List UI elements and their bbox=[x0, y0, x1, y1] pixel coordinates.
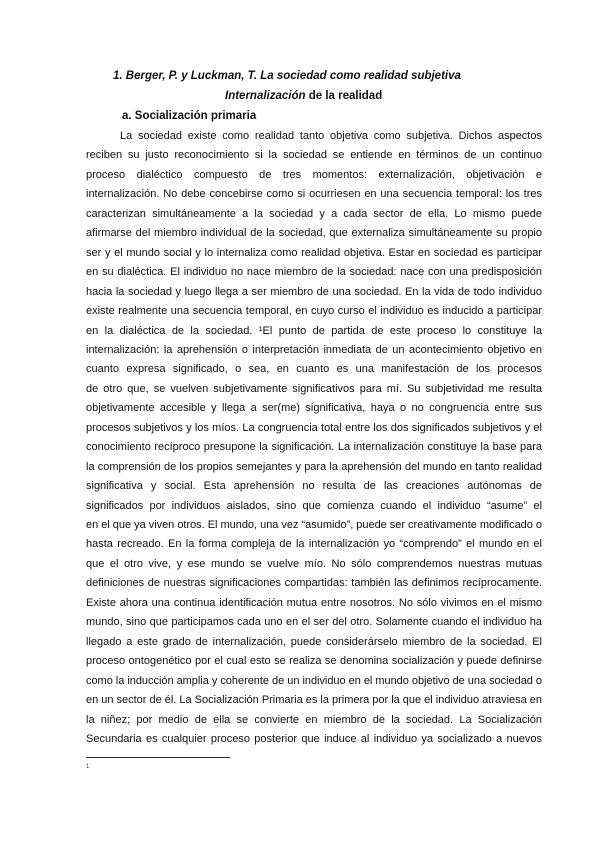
paragraph-line: proceso ontogenético por el cual esto se realiza se denomina socialización y puede definirse bbox=[86, 655, 542, 668]
paragraph-line: objetivamente accesible y llega a ser(me) significativa, haya o no congruencia entre sus bbox=[86, 402, 542, 415]
paragraph-line: ser y el mundo social y lo internaliza como realidad objetiva. Estar en sociedad es participar bbox=[86, 246, 542, 259]
subsection-title bbox=[225, 90, 382, 102]
paragraph-line: conocimiento recíproco presupone la significación. La internalización constituye la base para bbox=[86, 441, 542, 454]
paragraph-line: hasta recreado. En la forma compleja de la internalización yo “comprendo” el mundo en el bbox=[86, 538, 542, 551]
paragraph-line: caracterizan simultáneamente a la sociedad y a cada sector de ella. Lo mismo puede bbox=[86, 207, 542, 220]
paragraph-line: Existe ahora una continua identificación mutua entre nosotros. No sólo vivimos en el mismo bbox=[86, 596, 542, 609]
paragraph-line: hacia la sociedad y luego llega a ser miembro de una sociedad. En la vida de todo individuo bbox=[86, 285, 542, 298]
paragraph-line: la comprensión de los propios semejantes y para la aprehensión del mundo en tanto realidad bbox=[86, 460, 542, 473]
subsection-title-italic: Internalización bbox=[225, 90, 306, 102]
footnote-marker: 1 bbox=[86, 764, 90, 770]
paragraph-line: llegado a este grado de internalización, puede considerárselo miembro de la sociedad. El bbox=[86, 635, 542, 648]
paragraph-line: significativa y social. Esta aprehensión no resulta de las creaciones autónomas de bbox=[86, 480, 542, 493]
paragraph-line: la niñez; por medio de ella se convierte en miembro de la sociedad. La Socialización bbox=[86, 713, 542, 726]
subsubsection-title: a. Socialización primaria bbox=[122, 110, 257, 122]
paragraph-line: en su dialéctica. El individuo no nace miembro de la sociedad: nace con una predisposición bbox=[86, 266, 542, 279]
paragraph-line: significados por individuos aislados, sino que comienza cuando el individuo “asume” el bbox=[86, 499, 542, 512]
paragraph-line: reciben su justo reconocimiento si la sociedad se entiende en términos de un continuo bbox=[86, 149, 542, 162]
section-title bbox=[113, 70, 461, 82]
subsection-title-rest: de la realidad bbox=[305, 90, 383, 102]
paragraph-line: La sociedad existe como realidad tanto objetiva como subjetiva. Dichos aspectos bbox=[120, 130, 542, 142]
paragraph-line: internalización: la aprehensión o interpretación inmediata de un acontecimiento objetivo en bbox=[86, 343, 542, 356]
paragraph-line: afirmarse del miembro individual de la sociedad, que externaliza simultáneamente su propio bbox=[86, 227, 542, 240]
paragraph-line: proceso dialéctico compuesto de tres momentos: externalización, objetivación e bbox=[86, 168, 542, 181]
footnote-divider bbox=[86, 757, 230, 758]
paragraph-line: procesos subjetivos y los míos. La congruencia total entre los dos significados subjetivos y el bbox=[86, 421, 542, 434]
paragraph-line: en la dialéctica de la sociedad. ¹El punto de partida de este proceso lo constituye la bbox=[86, 324, 542, 337]
paragraph-line: Secundaria es cualquier proceso posterior que induce al individuo ya socializado a nuevos bbox=[86, 732, 542, 745]
paragraph-line: mundo, sino que participamos cada uno en el ser del otro. Solamente cuando el individuo ha bbox=[86, 616, 542, 629]
section-title-text: 1. Berger, P. y Luckman, T. La sociedad como realidad subjetiva bbox=[113, 70, 461, 82]
paragraph-line: que el otro vive, y ese mundo se vuelve mío. No sólo comprendemos nuestras mutuas bbox=[86, 557, 542, 570]
paragraph-line: de otro que, se vuelven subjetivamente significativos para mí. Su subjetividad me resulta bbox=[86, 382, 542, 395]
paragraph-line: en un sector de él. La Socialización Primaria es la primera por la que el individuo atraviesa en bbox=[86, 694, 542, 707]
paragraph-line: cuanto expresa significado, o sea, en cuanto es una manifestación de los procesos bbox=[86, 363, 542, 376]
paragraph-line: como la inducción amplia y coherente de un individuo en el mundo objetivo de una sociedad o bbox=[86, 674, 542, 687]
paragraph-line: existe realmente una secuencia temporal, en cuyo curso el individuo es inducido a participar bbox=[86, 305, 542, 318]
paragraph-line: internalización. No debe concebirse como si ocurriesen en una secuencia temporal: los tres bbox=[86, 188, 542, 201]
paragraph-line: en el que ya viven otros. El mundo, una vez “asumido”, puede ser creativamente modificado o bbox=[86, 519, 542, 531]
paragraph-line: definiciones de nuestras significaciones compartidas: también las definimos recíprocamente. bbox=[86, 577, 542, 590]
